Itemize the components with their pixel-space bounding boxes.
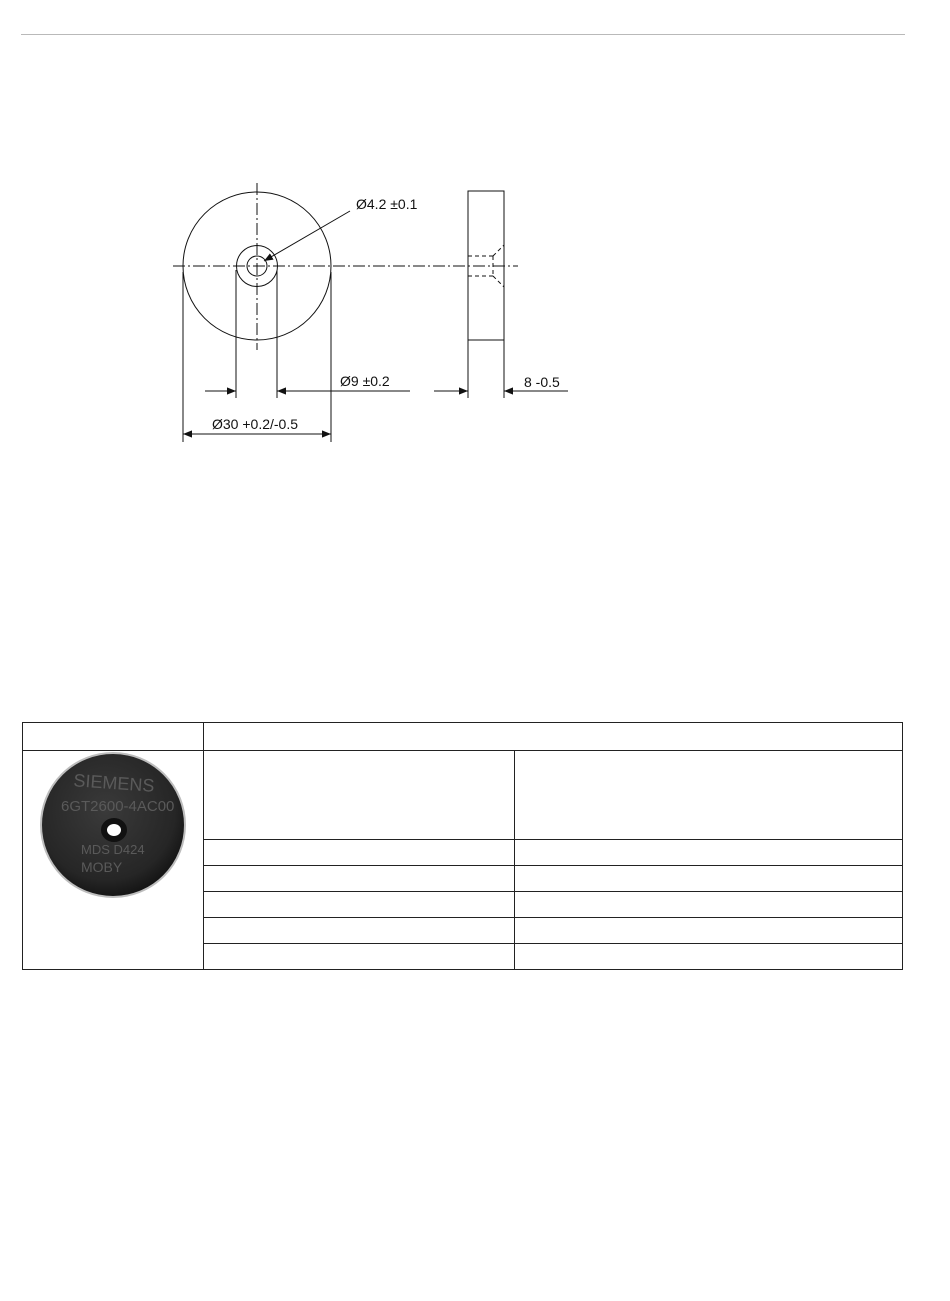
- dim-label-thickness: 8 -0.5: [524, 374, 560, 390]
- table-cell: [204, 944, 515, 970]
- table-cell: [204, 751, 515, 840]
- table-cell: [515, 866, 903, 892]
- ordering-table: [22, 722, 903, 970]
- table-cell: [515, 751, 903, 840]
- dim-label-hole: Ø4.2 ±0.1: [356, 196, 418, 212]
- tag-hole: [104, 821, 124, 839]
- table-cell: [204, 892, 515, 918]
- table-cell: [515, 840, 903, 866]
- table-cell: [204, 840, 515, 866]
- dim-label-outer: Ø30 +0.2/-0.5: [212, 416, 299, 432]
- table-cell: [204, 918, 515, 944]
- table-header-cell: [204, 723, 903, 751]
- tag-part-number: 6GT2600-4AC00: [61, 798, 175, 815]
- product-photo: [23, 751, 203, 901]
- table-row: [23, 751, 903, 840]
- table-header-cell: [23, 723, 204, 751]
- product-photo-cell: [23, 751, 204, 970]
- table-header-row: [23, 723, 903, 751]
- dimension-drawing: [0, 0, 950, 460]
- table-cell: [515, 918, 903, 944]
- tag-product-line: MOBY: [81, 859, 123, 875]
- table-cell: [204, 866, 515, 892]
- dim-label-center: Ø9 ±0.2: [340, 373, 390, 389]
- table-cell: [515, 892, 903, 918]
- tag-brand: SIEMENS: [72, 770, 156, 796]
- tag-model: MDS D424: [81, 842, 145, 857]
- table-cell: [515, 944, 903, 970]
- hole-leader: [264, 211, 350, 261]
